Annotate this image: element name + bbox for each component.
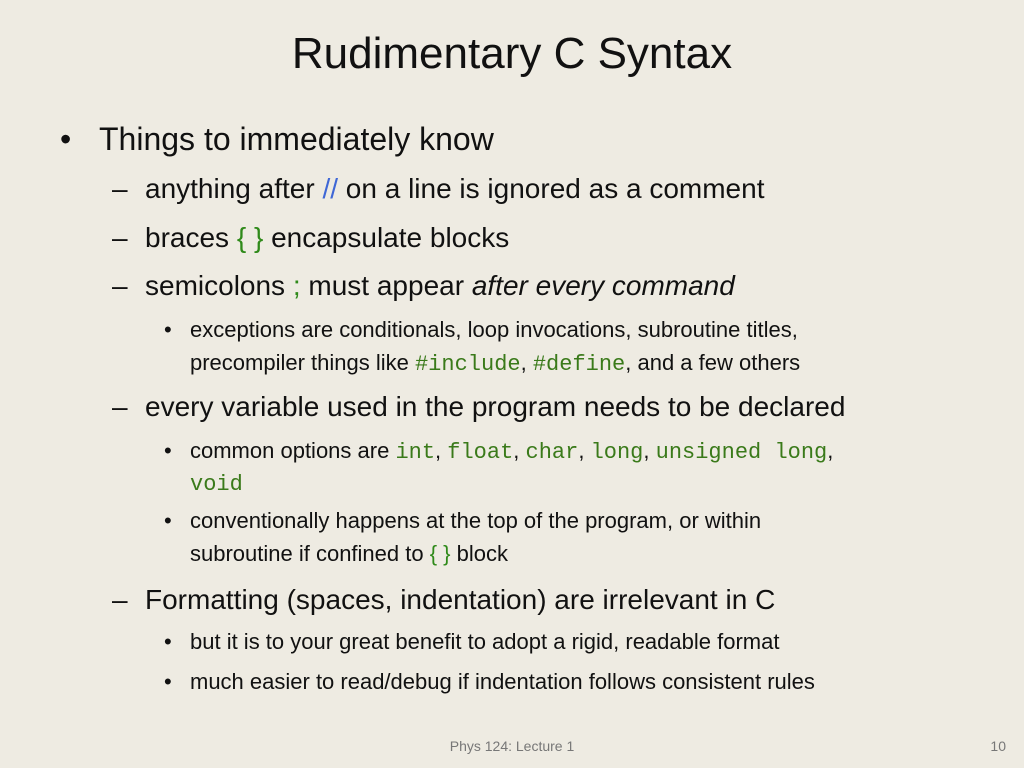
code-int: int — [395, 440, 436, 465]
text: braces — [145, 222, 237, 253]
comment-symbol: // — [322, 173, 339, 204]
dash-marker: – — [112, 391, 128, 422]
page-number: 10 — [990, 738, 1006, 754]
text: , — [827, 438, 834, 463]
sub-bullet-marker: • — [164, 317, 172, 342]
sub-common-options-line2 — [190, 469, 243, 499]
text: , — [435, 438, 448, 463]
dash-braces — [145, 221, 509, 255]
text: must appear — [300, 270, 472, 301]
dash-semicolons — [145, 269, 735, 303]
slide-title: Rudimentary C Syntax — [291, 29, 733, 78]
text: common options are — [190, 438, 396, 463]
sub-exceptions-line1: exceptions are conditionals, loop invocations, subroutine titles, — [190, 317, 798, 342]
sub-conventionally-line1: conventionally happens at the top of the program, or within — [190, 508, 762, 533]
sub-exceptions-line2 — [190, 349, 800, 379]
dash-declare: every variable used in the program needs to be declared — [145, 391, 846, 422]
footer-lecture-title: Phys 124: Lecture 1 — [449, 738, 575, 754]
text: , and a few others — [625, 350, 801, 375]
sub-bullet-marker: • — [164, 629, 172, 654]
dash-formatting: Formatting (spaces, indentation) are irrelevant in C — [145, 584, 776, 615]
text: , — [578, 438, 591, 463]
text: subroutine if confined to — [190, 541, 430, 566]
text: on a line is ignored as a comment — [338, 173, 765, 204]
code-long: long — [590, 440, 644, 465]
text: , — [643, 438, 656, 463]
text: encapsulate blocks — [263, 222, 510, 253]
dash-marker: – — [112, 270, 128, 301]
sub-bullet-marker: • — [164, 669, 172, 694]
sub-conventionally-line2 — [190, 540, 508, 568]
code-void: void — [190, 472, 243, 497]
code-unsigned-long: unsigned long — [655, 440, 828, 465]
dash-marker: – — [112, 584, 128, 615]
text: , — [520, 350, 533, 375]
braces-symbol: { } — [429, 541, 451, 566]
dash-marker: – — [112, 222, 128, 253]
text: precompiler things like — [190, 350, 415, 375]
sub-bullet-marker: • — [164, 438, 172, 463]
emphasis-text: after every command — [471, 270, 735, 301]
sub-bullet-marker: • — [164, 508, 172, 533]
sub-common-options — [190, 437, 833, 467]
semicolon-symbol: ; — [292, 270, 301, 301]
braces-symbol: { } — [236, 222, 264, 253]
sub-great-benefit: but it is to your great benefit to adopt a rigid, readable format — [190, 629, 780, 654]
code-char: char — [525, 440, 579, 465]
code-include: #include — [414, 352, 521, 377]
dash-comment — [145, 172, 764, 206]
bullet-marker: • — [60, 121, 72, 157]
code-define: #define — [532, 352, 626, 377]
code-float: float — [447, 440, 514, 465]
text: anything after — [145, 173, 323, 204]
bullet-things-to-know: Things to immediately know — [99, 121, 494, 157]
sub-easier-debug: much easier to read/debug if indentation follows consistent rules — [190, 669, 815, 694]
text: semicolons — [145, 270, 293, 301]
text: block — [450, 541, 509, 566]
dash-marker: – — [112, 173, 128, 204]
text: , — [513, 438, 526, 463]
